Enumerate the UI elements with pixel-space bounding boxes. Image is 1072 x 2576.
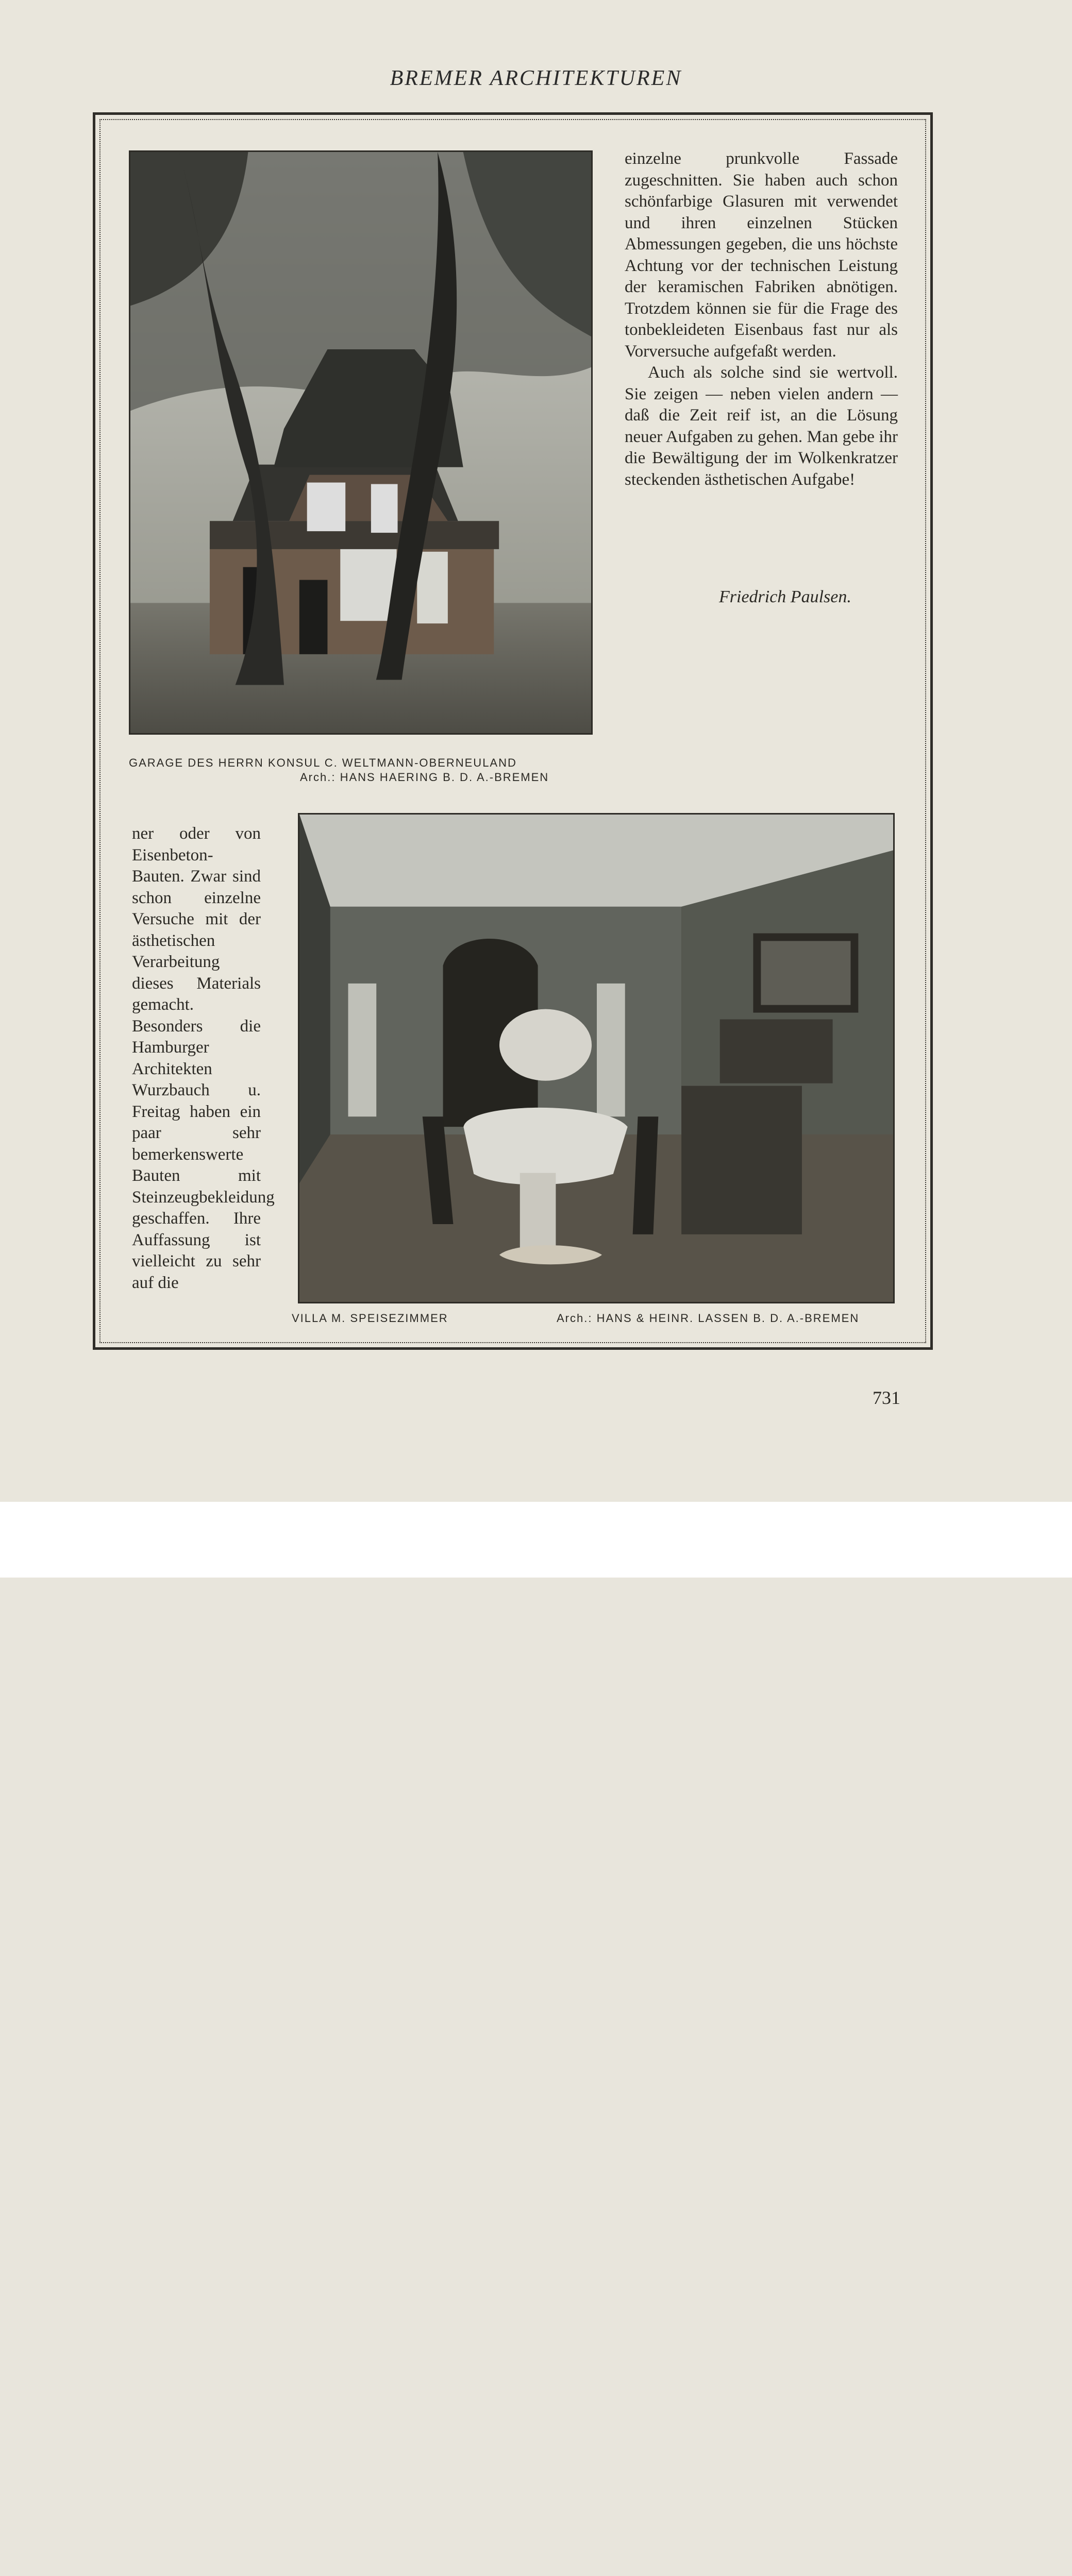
garage-caption: GARAGE DES HERRN KONSUL C. WELTMANN-OBERNEULAND — [129, 756, 517, 769]
dining-room-caption: VILLA M. SPEISEZIMMER — [292, 1312, 448, 1325]
running-title: BREMER ARCHITEKTUREN — [390, 66, 682, 90]
right-paragraph-2: Auch als solche sind sie wertvoll. Sie zeigen — neben vielen andern — daß die Zeit reif ist, an die Lösung neuer Aufgaben zu gehen. Man gebe ihr die Bewältigung der im Wolkenkratzer steckenden ästhetischen Aufgabe! — [625, 363, 898, 489]
dining-room-photo-illustration — [299, 815, 893, 1302]
library-footer — [0, 1502, 1072, 1578]
left-column-text — [132, 823, 275, 1294]
right-column-text — [625, 148, 898, 490]
page-number: 731 — [873, 1387, 900, 1408]
garage-architect-credit: Arch.: HANS HAERING B. D. A.-BREMEN — [300, 771, 549, 784]
right-paragraph-1: einzelne prunkvolle Fassade zugeschnitten. Sie haben auch schon schönfarbige Glasuren mit verwendet und ihren einzelnen Stücken Abmessungen gegeben, die uns höchste Achtung vor der technischen Leistung der keramischen Fabriken abnötigen. Trotzdem können sie für die Frage des tonbekleideten Eisenbaus fast nur als Vorversuche aufgefaßt werden. — [625, 149, 898, 361]
left-paragraph: ner oder von Eisenbeton-Bauten. Zwar sind schon einzelne Versuche mit der ästhetischen Verarbeitung dieses Materials gemacht. Besonders die Hamburger Architekten Wurzbauch u. Freitag haben ein paar sehr bemerkenswerte Bauten mit Steinzeugbekleidung geschaffen. Ihre Auffassung ist vielleicht zu sehr auf die — [132, 824, 275, 1292]
garage-photo-illustration — [130, 152, 591, 733]
dining-room-photograph — [298, 813, 895, 1303]
garage-photograph — [129, 150, 593, 735]
author-signature: Friedrich Paulsen. — [719, 587, 851, 606]
dining-room-architect-credit: Arch.: HANS & HEINR. LASSEN B. D. A.-BREMEN — [557, 1312, 860, 1325]
